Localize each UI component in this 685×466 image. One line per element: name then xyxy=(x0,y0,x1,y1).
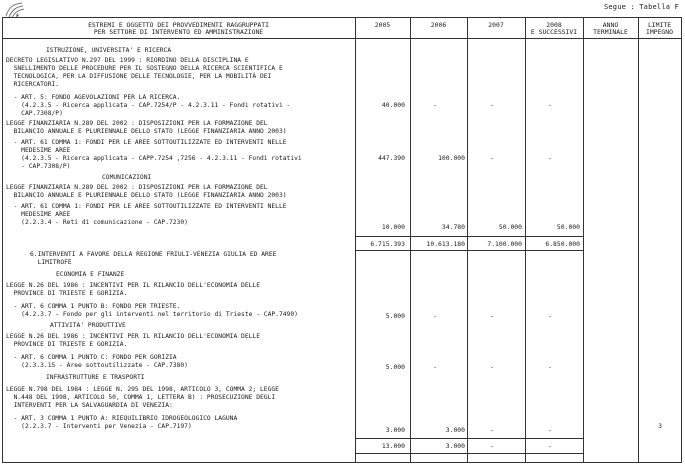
value-2008: - xyxy=(548,312,552,320)
section-heading: ECONOMIA E FINANZE xyxy=(56,271,125,278)
law-title: INTERVENTI PER LA SALVAGUARDIA DI VENEZIA: xyxy=(6,402,173,409)
law-title: BILANCIO ANNUALE E PLURIENNALE DELLO STATO (LEGGE FINANZIARIA ANNO 2003) xyxy=(6,128,287,135)
subtotal-2006: 3.000 xyxy=(445,442,465,450)
law-title: PROVINCE DI TRIESTE E GORIZIA. xyxy=(6,341,128,348)
value-2005: 447.390 xyxy=(378,154,405,162)
value-2007: - xyxy=(490,363,494,371)
sector-heading: 6.INTERVENTI A FAVORE DELLA REGIONE FRIULI-VENEZIA GIULIA ED AREE xyxy=(30,251,277,258)
law-title: N.448 DEL 1998, ARTICOLO 50, COMMA 1, LETTERA B) : PROSECUZIONE DEGLI xyxy=(6,394,276,401)
section-heading: ISTRUZIONE, UNIVERSITA' E RICERCA xyxy=(46,47,172,54)
article-line: (4.2.3.5 - Ricerca applicata - CAPP.7254 ,7256 - 4.2.3.11 - Fondi rotativi xyxy=(6,155,302,162)
section-heading: ATTIVITA' PRODUTTIVE xyxy=(50,322,126,329)
value-2008: - xyxy=(548,154,552,162)
value-2008: - xyxy=(548,426,552,434)
law-title: DECRETO LEGISLATIVO N.297 DEL 1999 : RIORDINO DELLA DISCIPLINA E xyxy=(6,57,249,64)
article-line: CAP.7308/P) xyxy=(6,110,63,117)
value-2005: 10.000 xyxy=(381,223,405,231)
law-title: BILANCIO ANNUALE E PLURIENNALE DELLO STATO (LEGGE FINANZIARIA ANNO 2003) xyxy=(6,192,287,199)
article-line: (2.2.3.4 - Reti di comunicazione - CAP.7230) xyxy=(6,219,188,226)
header-2007: 2007 xyxy=(488,21,504,29)
value-2008: 50.000 xyxy=(556,223,580,231)
value-2007: 50.000 xyxy=(498,223,522,231)
article-line: (2.3.3.15 - Aree sottoutilizzate - CAP.7380) xyxy=(6,362,188,369)
header-description: ESTREMI E OGGETTO DEI PROVVEDIMENTI RAGGRUPPATI PER SETTORE DI INTERVENTO ED AMMINISTRAZIONE xyxy=(88,21,269,36)
law-title: LEGGE FINANZIARIA N.289 DEL 2002 : DISPOSIZIONI PER LA FORMAZIONE DEL xyxy=(6,120,268,127)
sector-heading: LIMITROFE xyxy=(30,259,72,266)
value-2005: 5.000 xyxy=(385,312,405,320)
continuation-label: Segue : Tabella F xyxy=(603,3,679,11)
subtotal-2008: - xyxy=(548,442,552,450)
law-title: LEGGE N.798 DEL 1984 : LEGGE N. 295 DEL 1998, ARTICOLO 3, COMMA 2; LEGGE xyxy=(6,386,279,393)
article-line: - ART. 61 COMMA 1: FONDI PER LE AREE SOTTOUTILIZZATE ED INTERVENTI NELLE xyxy=(6,203,287,210)
law-title: RICERCATORI. xyxy=(6,81,60,88)
article-line: - CAP.7308/P) xyxy=(6,163,71,170)
value-2007: - xyxy=(490,312,494,320)
section-heading: COMUNICAZIONI xyxy=(102,174,152,181)
value-2006: - xyxy=(433,101,437,109)
article-line: - ART. 3 COMMA 1 PUNTO A: RIEQUILIBRIO IDROGEOLOGICO LAGUNA xyxy=(6,415,238,422)
article-line: MEDESIME AREE xyxy=(6,147,71,154)
article-line: MEDESIME AREE xyxy=(6,211,71,218)
law-title: LEGGE N.26 DEL 1986 : INCENTIVI PER IL RILANCIO DELL'ECONOMIA DELLE xyxy=(6,282,261,289)
law-title: PROVINCE DI TRIESTE E GORIZIA. xyxy=(6,290,128,297)
value-2005: 40.000 xyxy=(381,101,405,109)
value-2007: - xyxy=(490,101,494,109)
value-2006: 3.000 xyxy=(445,426,465,434)
section-heading: INFRASTRUTTURE E TRASPORTI xyxy=(46,374,145,381)
value-2006: 100.000 xyxy=(438,154,465,162)
article-line: - ART. 5: FONDO AGEVOLAZIONI PER LA RICERCA. xyxy=(6,94,181,101)
article-line: - ART. 6 COMMA 1 PUNTO B: FONDO PER TRIESTE. xyxy=(6,303,181,310)
subtotal-2007: 7.100.000 xyxy=(487,240,522,248)
law-title: LEGGE FINANZIARIA N.289 DEL 2002 : DISPOSIZIONI PER LA FORMAZIONE DEL xyxy=(6,184,268,191)
article-line: (4.2.3.5 - Ricerca applicata - CAP.7254/P - 4.2.3.11 - Fondi rotativi - xyxy=(6,102,291,109)
subtotal-2008: 6.850.000 xyxy=(545,240,580,248)
subtotal-2005: 6.715.393 xyxy=(370,240,405,248)
article-line: - ART. 61 COMMA 1: FONDI PER LE AREE SOTTOUTILIZZATE ED INTERVENTI NELLE xyxy=(6,139,287,146)
value-2006: - xyxy=(433,312,437,320)
subtotal-2006: 10.613.180 xyxy=(426,240,465,248)
header-2008: 2008 E SUCCESSIVI xyxy=(530,21,578,36)
value-2006: 34.780 xyxy=(441,223,465,231)
budget-table xyxy=(2,17,682,463)
header-2005: 2005 xyxy=(374,21,391,29)
value-2007: - xyxy=(490,154,494,162)
article-line: (2.2.3.7 - Interventi per Venezia - CAP.7197) xyxy=(6,423,192,430)
value-2008: - xyxy=(548,101,552,109)
article-line: (4.2.3.7 - Fondo per gli interventi nel territorio di Trieste - CAP.7490) xyxy=(6,311,298,318)
value-2005: 5.000 xyxy=(385,363,405,371)
subtotal-2005: 13.000 xyxy=(381,442,405,450)
subtotal-2007: - xyxy=(490,442,494,450)
law-title: SNELLIMENTO DELLE PROCEDURE PER IL SOSTEGNO DELLA RICERCA SCIENTIFICA E xyxy=(6,65,283,72)
value-2006: - xyxy=(433,363,437,371)
law-title: LEGGE N.26 DEL 1986 : INCENTIVI PER IL RILANCIO DELL'ECONOMIA DELLE xyxy=(6,333,261,340)
value-2008: - xyxy=(548,363,552,371)
header-2006: 2006 xyxy=(430,21,447,29)
value-2005: 3.000 xyxy=(385,426,405,434)
value-2007: - xyxy=(490,426,494,434)
law-title: TECNOLOGICA, PER LA DIFFUSIONE DELLE TECNOLOGIE, PER LA MOBILITÀ DEI xyxy=(6,73,272,80)
header-limite-impegno: LIMITE IMPEGNO xyxy=(646,21,673,36)
article-line: - ART. 6 COMMA 1 PUNTO C: FONDO PER GORIZIA xyxy=(6,354,177,361)
value-limite-impegno: 3 xyxy=(658,422,662,430)
header-anno-terminale: ANNO TERMINALE xyxy=(593,21,628,36)
